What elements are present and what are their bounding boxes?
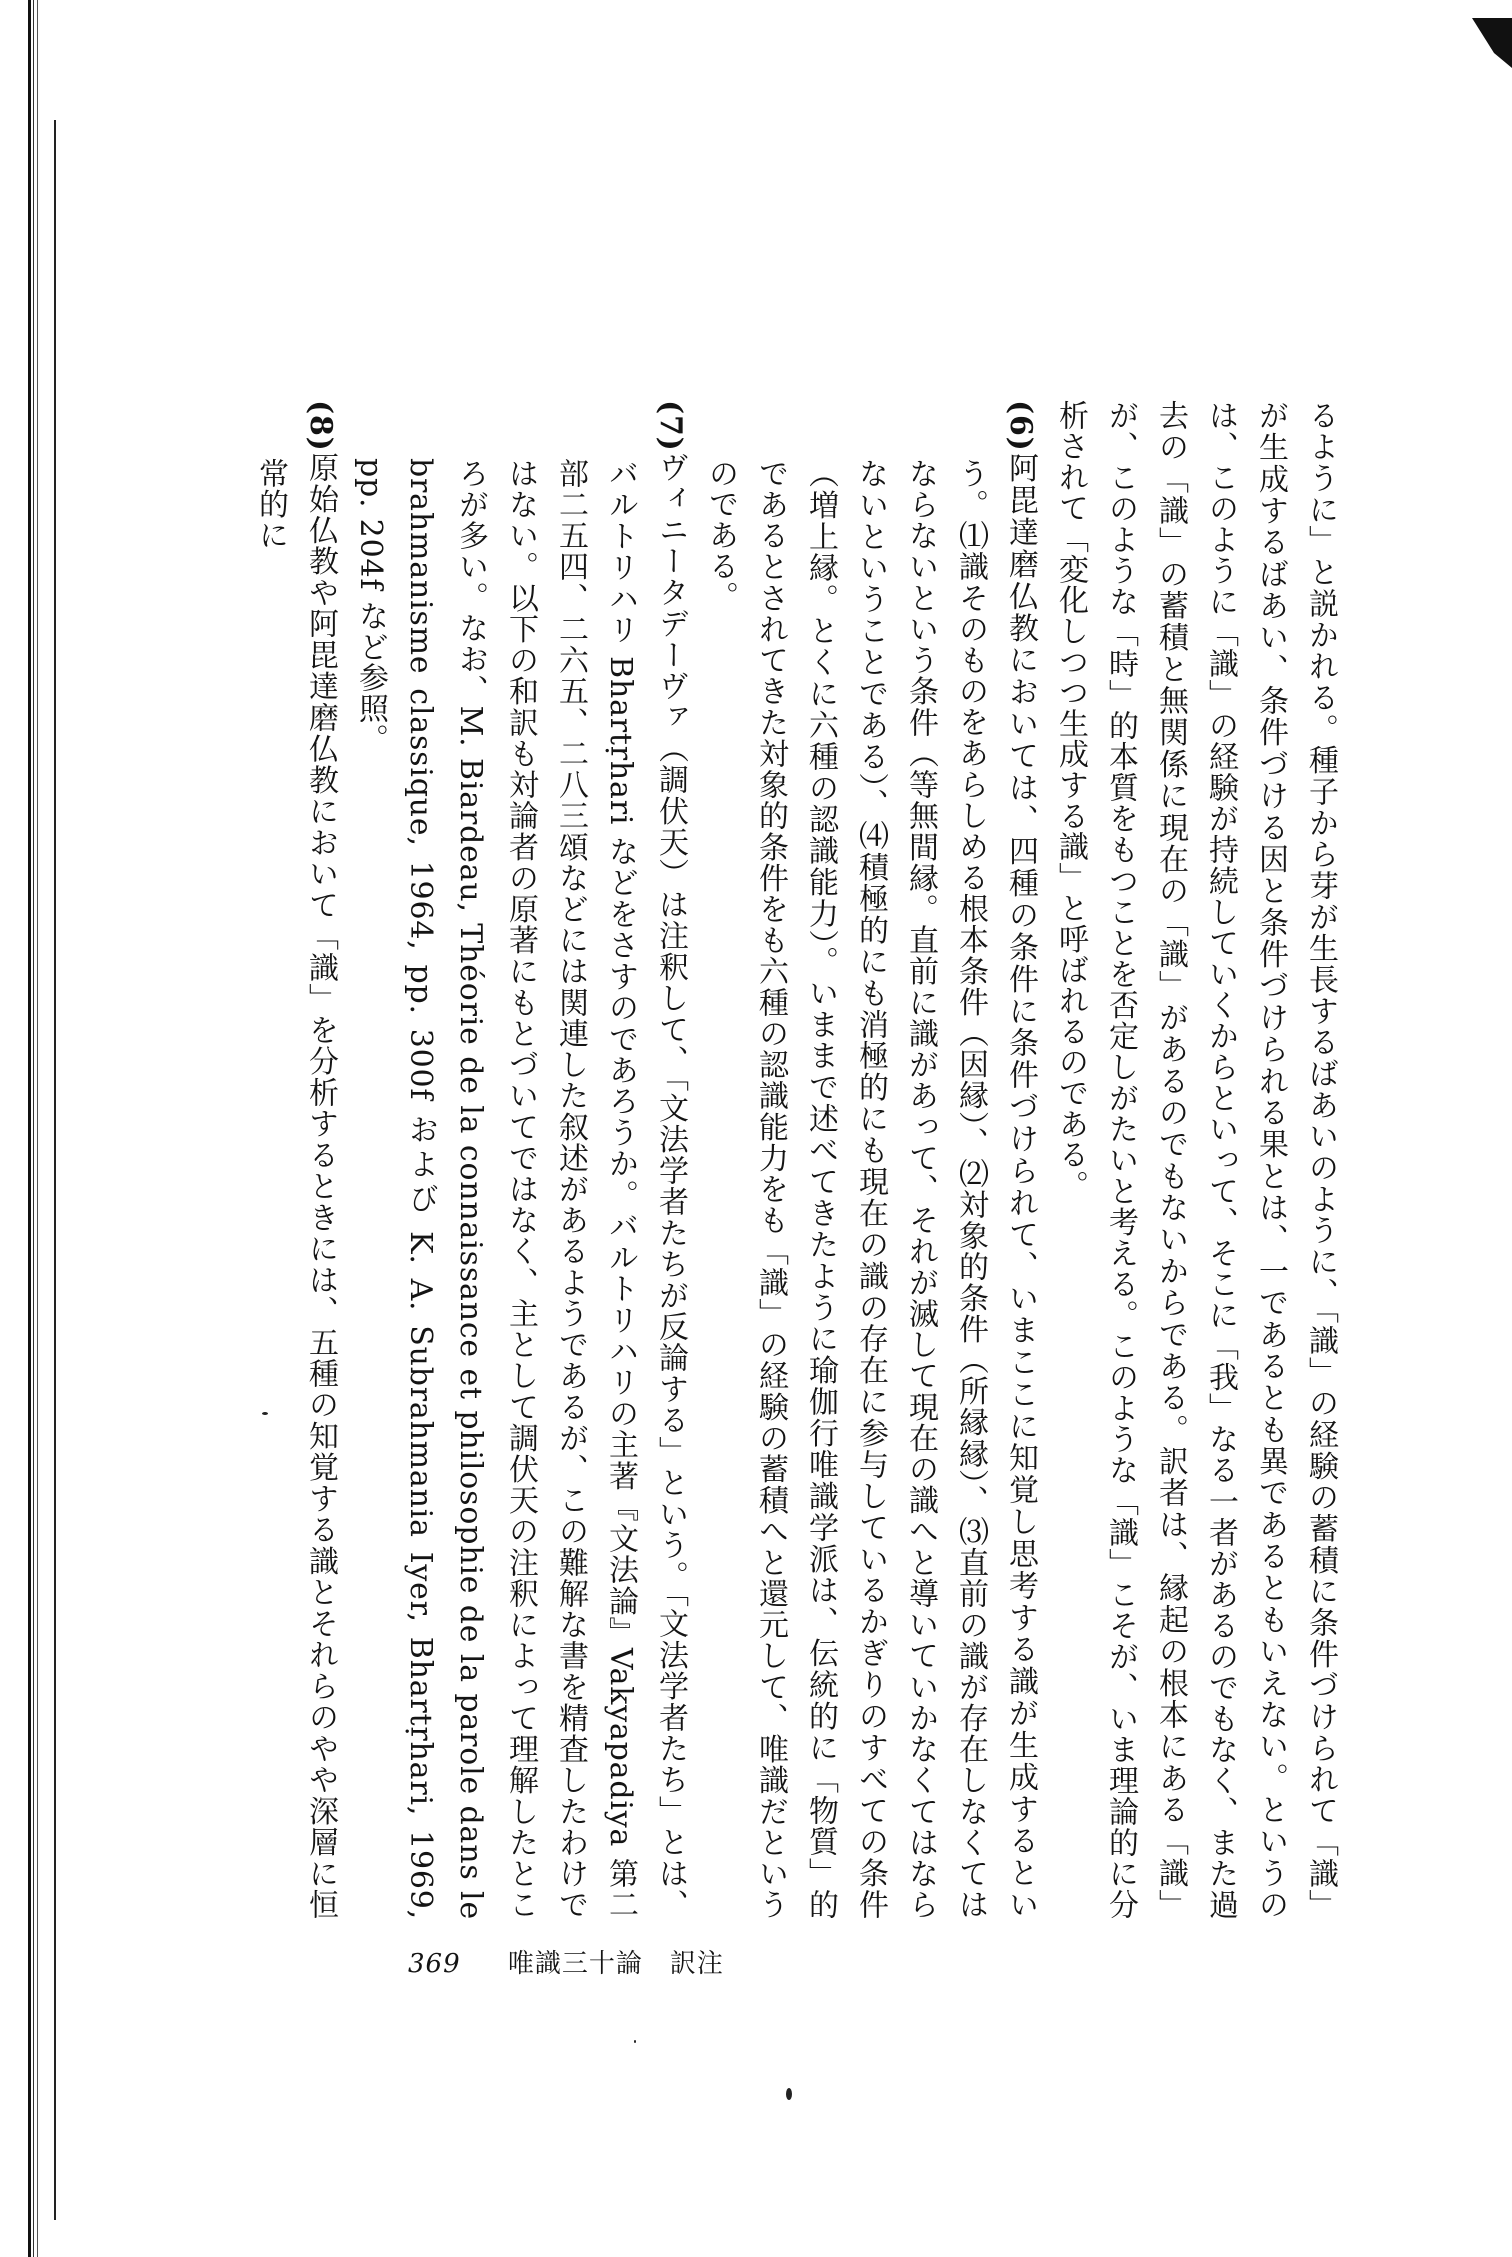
page-number: 369 xyxy=(408,1949,461,1979)
page-footer xyxy=(408,1943,724,1980)
note-6 xyxy=(695,400,1045,1920)
note-number: (6) xyxy=(1003,400,1038,452)
binding-edge xyxy=(28,0,42,2257)
note-text: 阿毘達磨仏教においては、四種の条件に条件づけられて、いまここに知覚し思考する識が生成するという。⑴識そのものをあらしめる根本条件（因縁）、⑵対象的条件（所縁縁）、⑶直前の識が存在しなくてはならないという条件（等無間縁。直前に識があって、それが滅して現在の識へと導いていかなくてはならないということである）、⑷積極的にも消極的にも現在の識の存在に参与しているかぎりのすべての条件（増上縁。とくに六種の認識能力）。いままで述べてきたように瑜伽行唯識学派は、伝統的に「物質」的であるとされてきた対象的条件をも六種の認識能力をも「識」の経験の蓄積へと還元して、唯識だというのである。 xyxy=(703,451,1038,1920)
scan-speck xyxy=(634,2040,636,2043)
scan-speck xyxy=(786,2088,792,2100)
paragraph-continuation: るように」と説かれる。種子から芽が生長するばあいのように、「識」の経験の蓄積に条件づけられて「識」が生成するばあい、条件づける因と条件づけられる果とは、一であるとも異であるともいえない。というのは、このように「識」の経験が持続していくからといって、そこに「我」なる一者があるのでもなく、また過去の「識」の蓄積と無関係に現在の「識」があるのでもないからである。訳者は、縁起の根本にある「識」が、このような「時」的本質をもつことを否定しがたいと考える。このような「識」こそが、いま理論的に分析されて「変化しつつ生成する識」と呼ばれるのである。 xyxy=(1053,400,1338,1920)
note-text: 原始仏教や阿毘達磨仏教において「識」を分析するときには、五種の知覚する識とそれらのやや深層に恒常的に xyxy=(253,451,338,1920)
scan-speck xyxy=(262,1412,268,1415)
vertical-text-block xyxy=(253,400,1345,1920)
note-7 xyxy=(345,400,695,1920)
note-number: (7) xyxy=(653,400,688,452)
corner-mark xyxy=(1472,18,1512,68)
note-text: ヴィニータデーヴァ（調伏天）は注釈して、「文法学者たちが反論する」という。「文法学者たち」とは、バルトリハリ Bhartṛhari などをさすのであろうか。バルトリハリの主著『文法論』Vakyapadiya 第二部二五四、二六五、二八三頌などには関連した叙述があるようであるが、この難解な書を精査したわけではない。以下の和訳も対論者の原著にもとづいてではなく、主として調伏天の注釈によって理解したところが多い。なお、M. Biardeau, Théorie de la connaissance et philosophie de la parole dans le brahmanisme classique, 1964, pp. 300f および K. A. Subrahmania Iyer, Bhartṛhari, 1969, pp. 204f など参照。 xyxy=(353,451,688,1920)
running-title: 唯識三十論 訳注 xyxy=(507,1949,724,1979)
binding-shadow-line xyxy=(54,120,56,2220)
note-8 xyxy=(245,400,345,1920)
note-number: (8) xyxy=(303,400,338,452)
